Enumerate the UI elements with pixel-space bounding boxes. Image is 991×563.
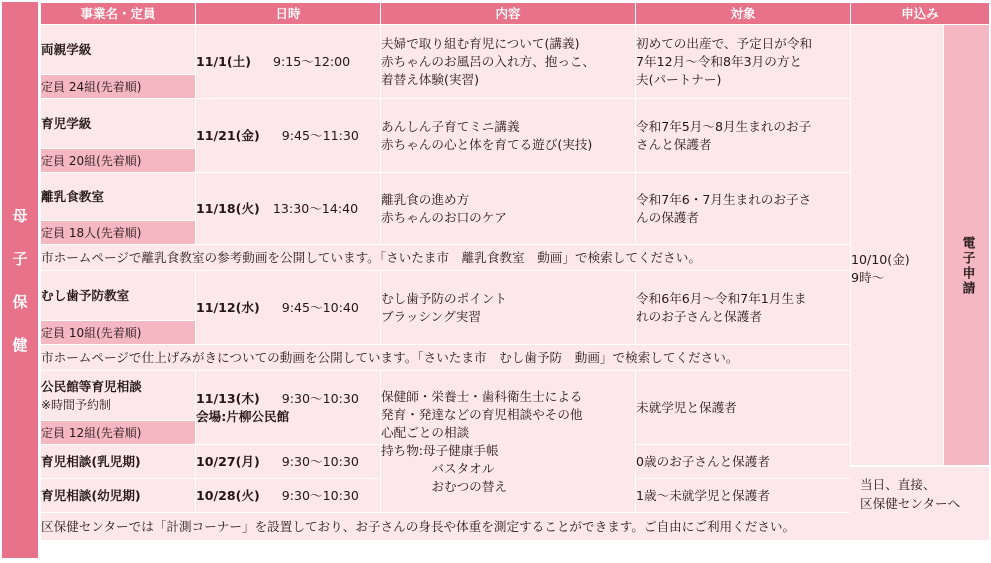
event-capacity: 定員 18人(先着順) [41, 221, 196, 245]
table-row [41, 245, 990, 271]
side-char: 子 [12, 250, 28, 268]
table-row [41, 173, 990, 221]
header-apply: 申込み [851, 3, 990, 25]
event-venue: 会場:片柳公民館 [196, 408, 290, 424]
note-rinyu-video: 市ホームページで離乳食教室の参考動画を公開しています。「さいたま市 離乳食教室 動画」で検索してください。 [41, 245, 851, 271]
header-date: 日時 [196, 3, 381, 25]
event-target: 0歳のお子さんと保護者 [636, 445, 851, 479]
event-content: 離乳食の進め方 赤ちゃんのお口のケア [381, 173, 636, 245]
side-char: 健 [12, 336, 28, 354]
event-name: 離乳食教室 [41, 173, 196, 221]
event-name: 育児相談(幼児期) [41, 479, 196, 513]
header-content: 内容 [381, 3, 636, 25]
event-datetime: 11/12(水) 9:45〜10:40 [196, 271, 381, 345]
apply-walkin: 当日、直接、 区保健センターへ [850, 465, 989, 525]
event-name: 育児相談(乳児期) [41, 445, 196, 479]
table-row [41, 345, 990, 371]
table-row [41, 371, 990, 421]
event-content: あんしん子育てミニ講義 赤ちゃんの心と体を育てる遊び(実技) [381, 99, 636, 173]
header-target: 対象 [636, 3, 851, 25]
event-content: 夫婦で取り組む育児について(講義) 赤ちゃんのお風呂の入れ方、抱っこ、 着替え体験(実習) [381, 25, 636, 99]
event-subnote: ※時間予約制 [41, 397, 112, 412]
event-name: 公民館等育児相談 [41, 378, 142, 394]
event-name: 育児学級 [41, 99, 196, 149]
event-capacity: 定員 10組(先着順) [41, 321, 196, 345]
event-datetime: 10/27(月) 9:30〜10:30 [196, 445, 381, 479]
event-datetime: 11/18(火) 13:30〜14:40 [196, 173, 381, 245]
event-capacity: 定員 24組(先着順) [41, 75, 196, 99]
event-target: 1歳〜未就学児と保護者 [636, 479, 851, 513]
event-capacity: 定員 20組(先着順) [41, 149, 196, 173]
apply-date: 10/10(金) 9時〜 [851, 25, 944, 513]
header-name: 事業名・定員 [41, 3, 196, 25]
table-row [41, 513, 990, 541]
event-target: 令和7年5月〜8月生まれのお子 さんと保護者 [636, 99, 851, 173]
schedule-table [40, 2, 990, 541]
event-datetime: 11/13(木) 9:30〜10:30 会場:片柳公民館 [196, 371, 381, 445]
event-content: 保健師・栄養士・歯科衛生士による 発育・発達などの育児相談やその他 心配ごとの相談 持ち物:母子健康手帳 バスタオル おむつの替え [381, 371, 636, 513]
table-row [41, 25, 990, 75]
event-target: 令和7年6・7月生まれのお子さ んの保護者 [636, 173, 851, 245]
note-footer: 区保健センターでは「計測コーナー」を設置しており、お子さんの身長や体重を測定することができます。ご自由にご利用ください。 [41, 513, 990, 541]
side-char: 母 [12, 207, 28, 225]
event-datetime: 11/21(金) 9:45〜11:30 [196, 99, 381, 173]
note-mushiba-video: 市ホームページで仕上げみがきについての動画を公開しています。「さいたま市 むし歯予防 動画」で検索してください。 [41, 345, 851, 371]
event-target: 初めての出産で、予定日が令和 7年12月〜令和8年3月の方と 夫(パートナー) [636, 25, 851, 99]
section-label-boshi-hoken [2, 2, 38, 558]
side-char: 保 [12, 293, 28, 311]
event-name: 両親学級 [41, 25, 196, 75]
event-capacity: 定員 12組(先着順) [41, 421, 196, 445]
event-datetime: 11/1(土) 9:15〜12:00 [196, 25, 381, 99]
event-name: むし歯予防教室 [41, 271, 196, 321]
header-row [41, 3, 990, 25]
event-target: 未就学児と保護者 [636, 371, 851, 445]
table-row [41, 99, 990, 149]
apply-method-electronic[interactable]: 電子申請 [944, 25, 990, 513]
event-name-cell [41, 371, 196, 421]
table-row [41, 271, 990, 321]
event-datetime: 10/28(火) 9:30〜10:30 [196, 479, 381, 513]
event-content: むし歯予防のポイント ブラッシング実習 [381, 271, 636, 345]
event-target: 令和6年6月〜令和7年1月生ま れのお子さんと保護者 [636, 271, 851, 345]
